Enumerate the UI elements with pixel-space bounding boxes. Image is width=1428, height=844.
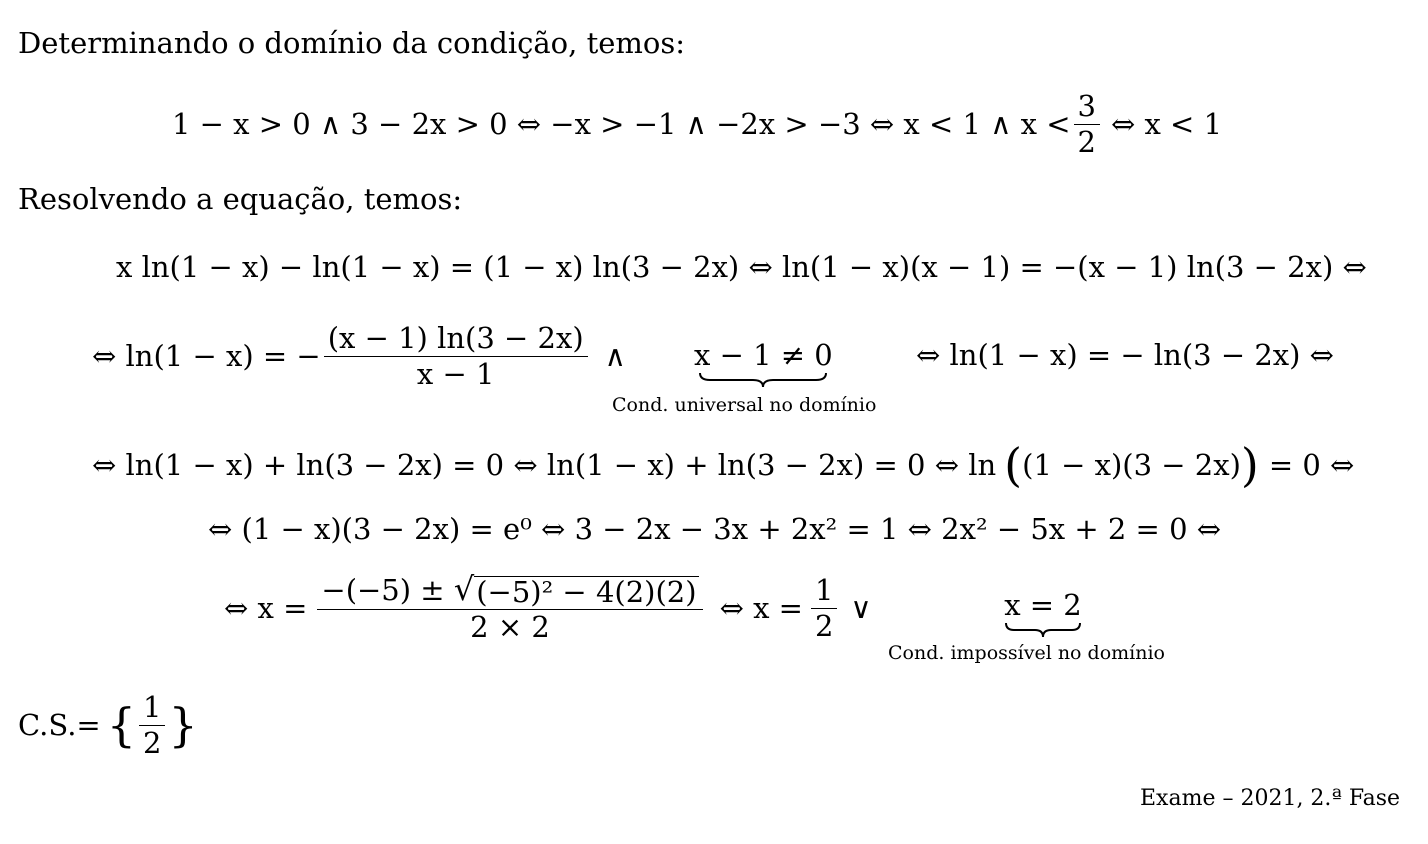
log-argument-product: (1 − x)(3 − 2x) <box>1022 448 1241 482</box>
equation-line-5-mid: ⇔ x = <box>719 591 803 625</box>
one-half-fraction <box>811 575 837 641</box>
domain-inequality <box>172 88 1222 160</box>
numerator-prefix: −(−5) ± <box>321 573 445 608</box>
impossible-condition-brace <box>1004 590 1082 638</box>
equation-line-2-lead: ⇔ ln(1 − x) = − <box>92 339 321 373</box>
or-symbol: ∨ <box>850 591 872 625</box>
fraction-denominator: x − 1 <box>416 356 495 391</box>
impossible-condition-label: Cond. impossível no domínio <box>888 642 1165 664</box>
equation-line-2-tail: ⇔ ln(1 − x) = − ln(3 − 2x) ⇔ <box>916 338 1334 372</box>
fraction-numerator: 3 <box>1074 91 1100 124</box>
equation-line-3-lead: ⇔ ln(1 − x) + ln(3 − 2x) = 0 ⇔ ln(1 − x) + ln(3 − 2x) = 0 ⇔ ln <box>92 448 997 482</box>
right-brace-icon: } <box>168 698 198 752</box>
exam-source: Exame – 2021, 2.ª Fase <box>1140 786 1401 811</box>
equation-line-3 <box>92 440 1354 490</box>
equation-line-5 <box>224 568 872 648</box>
fraction-denominator: 2 <box>143 725 162 760</box>
radicand: (−5)² − 4(2)(2) <box>476 574 697 609</box>
universal-condition-brace <box>694 340 833 388</box>
intro-domain-text: Determinando o domínio da condição, temos: <box>18 26 685 60</box>
fraction-numerator: 1 <box>811 575 837 608</box>
fraction-numerator: 1 <box>139 692 165 725</box>
brace-expression: x − 1 ≠ 0 <box>694 338 833 372</box>
equation-line-5-lead: ⇔ x = <box>224 591 308 625</box>
fraction-numerator: (x − 1) ln(3 − 2x) <box>324 323 588 356</box>
quadratic-formula-fraction <box>317 570 702 645</box>
solution-fraction <box>139 692 165 758</box>
equation-line-1: x ln(1 − x) − ln(1 − x) = (1 − x) ln(3 − 2x) ⇔ ln(1 − x)(x − 1) = −(x − 1) ln(3 − 2x) ⇔ <box>116 250 1367 284</box>
fraction-denominator: 2 <box>1077 124 1096 159</box>
underbrace-icon <box>1004 622 1082 638</box>
brace-expression: x = 2 <box>1004 588 1082 622</box>
three-halves-fraction <box>1074 91 1100 157</box>
big-right-paren: ) <box>1240 438 1259 492</box>
solution-set <box>18 686 198 764</box>
left-brace-icon: { <box>106 698 137 752</box>
and-symbol: ∧ <box>604 339 626 373</box>
solution-set-label: C.S.= <box>18 708 101 742</box>
equation-line-3-tail: = 0 ⇔ <box>1268 448 1355 482</box>
underbrace-icon <box>698 372 828 388</box>
log-quotient-fraction <box>324 323 588 389</box>
intro-equation-text: Resolvendo a equação, temos: <box>18 182 463 216</box>
fraction-denominator: 2 <box>814 608 834 643</box>
square-root <box>453 570 699 609</box>
domain-inequality-part-a: 1 − x > 0 ∧ 3 − 2x > 0 ⇔ −x > −1 ∧ −2x > −3 ⇔ x < 1 ∧ x < <box>172 107 1071 141</box>
domain-inequality-part-b: ⇔ x < 1 <box>1110 107 1223 141</box>
equation-line-4: ⇔ (1 − x)(3 − 2x) = e⁰ ⇔ 3 − 2x − 3x + 2x² = 1 ⇔ 2x² − 5x + 2 = 0 ⇔ <box>208 512 1222 546</box>
universal-condition-label: Cond. universal no domínio <box>612 394 877 416</box>
radical-sign-icon: √ <box>453 570 475 609</box>
fraction-numerator <box>317 570 702 610</box>
fraction-denominator: 2 × 2 <box>470 610 550 645</box>
equation-line-2 <box>92 318 626 394</box>
big-left-paren: ( <box>1004 438 1023 492</box>
